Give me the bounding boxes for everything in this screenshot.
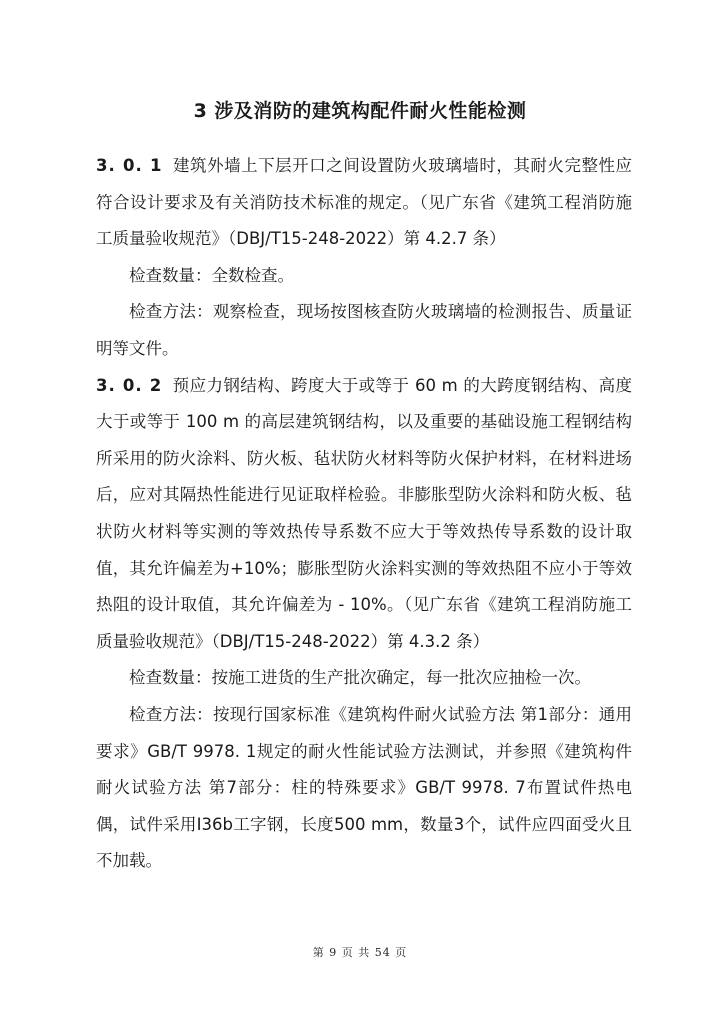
check-method: 检查方法：观察检查，现场按图核查防火玻璃墙的检测报告、质量证明等文件。 [96,302,632,358]
clause-body: 预应力钢结构、跨度大于或等于 60 m 的大跨度钢结构、高度大于或等于 100 m 的高层建筑钢结构，以及重要的基础设施工程钢结构所采用的防火涂料、防火板、毡状防火材料等防火保护材料，在材料进场后，应对其隔热性能进行见证取样检验。非膨胀型防火涂料和防火板、毡状防火材料等实测的等效热传导系数不应大于等效热传导系数的设计取值，其允许偏差为+10%；膨胀型防火涂料实测的等效热阻不应小于等效热阻的设计取值，其允许偏差为 - 10%。（见广东省《建筑工程消防施工质量验收规范》（DBJ/T15-248-2022）第 4.3.2 条） [96,375,632,651]
check-quantity: 检查数量：全数检查。 [129,265,294,285]
section-title: 3 涉及消防的建筑构配件耐火性能检测 [193,100,527,122]
check-quantity: 检查数量：按施工进货的生产批次确定，每一批次应抽检一次。 [129,668,591,688]
clause-paragraph [96,148,632,258]
section-content [96,148,632,880]
clause-body: 建筑外墙上下层开口之间设置防火玻璃墙时，其耐火完整性应符合设计要求及有关消防技术标准的规定。（见广东省《建筑工程消防施工质量验收规范》（DBJ/T15-248-2022）第 4.2.7 条） [96,156,633,249]
clause-number: 3. 0. 2 [96,375,163,395]
check-method: 检查方法：按现行国家标准《建筑构件耐火试验方法 第1部分：通用要求》GB/T 9978. 1规定的耐火性能试验方法测试，并参照《建筑构件耐火试验方法 第7部分：柱的特殊要求》GB/T 9978. 7布置试件热电偶，试件采用I36b工字钢，长度500 mm，数量3个，试件应四面受火且不加载。 [96,704,632,871]
clause-paragraph [96,368,632,661]
page-number-footer: 第 9 页 共 54 页 [312,946,408,959]
clause-number: 3. 0. 1 [96,156,163,175]
